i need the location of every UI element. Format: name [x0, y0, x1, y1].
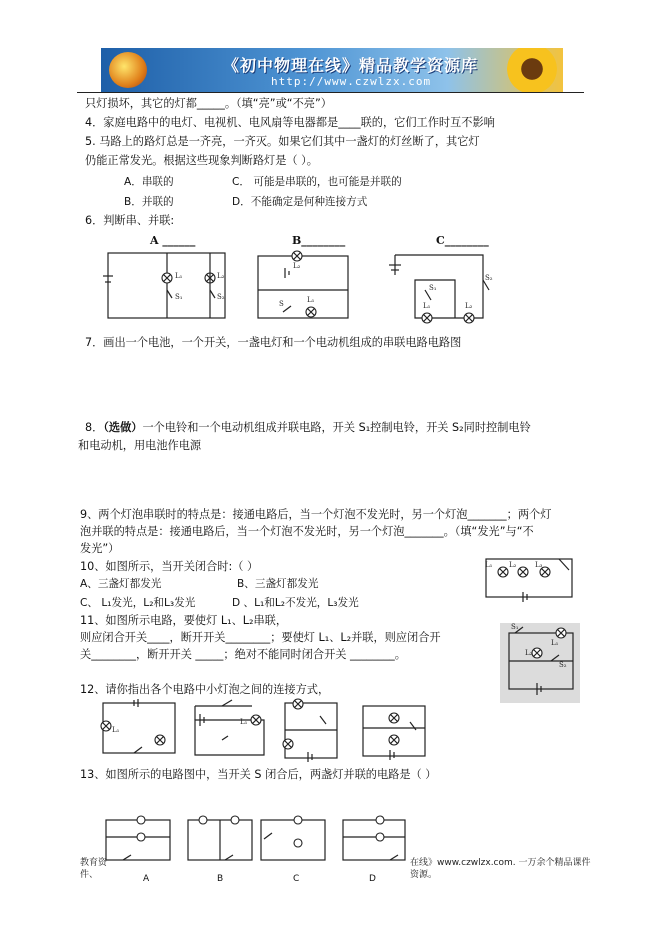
line-q3-end: 只灯损坏，其它的灯都_____。（填“亮”或“不亮”）	[85, 97, 332, 110]
q10-option-c: C、 L₁发光，L₂和L₃发光	[80, 597, 196, 609]
q5-option-a: A．串联的	[124, 176, 174, 188]
svg-text:L₂: L₂	[293, 262, 301, 270]
svg-text:L₁: L₁	[551, 639, 559, 647]
svg-text:L₁: L₁	[307, 296, 315, 304]
q13-circuit-c	[258, 815, 328, 865]
q5-option-b: B．并联的	[124, 196, 174, 208]
svg-text:L₁: L₁	[112, 726, 120, 734]
footer-right-2: 资源。	[410, 870, 438, 880]
banner-url: http://www.czwlzx.com	[271, 75, 432, 88]
q10-option-b: B、三盏灯都发光	[237, 578, 319, 590]
svg-text:L₁: L₁	[485, 561, 493, 569]
q11-circuit	[505, 625, 577, 700]
svg-text:S₁: S₁	[429, 284, 437, 292]
q12-circuit-2	[192, 700, 270, 760]
q13-label-c: C	[293, 874, 300, 884]
q13-circuit-d	[340, 815, 408, 865]
svg-text:L₂: L₂	[509, 561, 517, 569]
question-9-line1: 9、两个灯泡串联时的特点是：接通电路后，当一个灯泡不发光时，另一个灯泡_______；两个灯	[80, 508, 552, 521]
svg-text:L₃: L₃	[535, 561, 543, 569]
q8-text: 一个电铃和一个电动机组成并联电路，开关 S₁控制电铃，开关 S₂同时控制电铃	[142, 421, 531, 434]
q12-circuit-3	[282, 700, 342, 762]
q13-label-d: D	[369, 874, 376, 884]
question-4: 4．家庭电路中的电灯、电视机、电风扇等电器都是____联的，它们工作时互不影响	[85, 116, 495, 129]
footer-left-2: 件、	[80, 870, 99, 880]
site-logo	[109, 52, 147, 88]
q6-label-b: B________	[292, 234, 346, 247]
footer-left-1: 教育资	[80, 858, 108, 868]
svg-text:S₁: S₁	[511, 623, 519, 631]
question-10: 10、如图所示，当开关闭合时:（ ）	[80, 560, 259, 573]
question-13: 13、如图所示的电路图中，当开关 S 闭合后，两盏灯并联的电路是（ ）	[80, 768, 437, 781]
svg-text:S₂: S₂	[485, 274, 493, 282]
question-12: 12、请你指出各个电路中小灯泡之间的连接方式，	[80, 683, 330, 696]
svg-text:S₂: S₂	[559, 661, 567, 669]
q6-label-c: C________	[436, 234, 489, 247]
question-11-line2: 则应闭合开关____，断开开关________；要使灯 L₁、L₂并联，则应闭合开	[80, 631, 441, 644]
question-8-line1	[85, 421, 531, 435]
q13-circuit-b	[185, 815, 255, 865]
question-5-line1: 5. 马路上的路灯总是一齐亮，一齐灭。如果它们其中一盏灯的灯丝断了，其它灯	[85, 135, 480, 148]
svg-text:S: S	[279, 300, 284, 308]
q5-option-c: C． 可能是串联的，也可能是并联的	[232, 176, 402, 188]
question-6: 6．判断串、并联:	[85, 214, 175, 227]
svg-text:L₁: L₁	[423, 302, 431, 310]
svg-text:L₂: L₂	[525, 649, 533, 657]
question-8-line2: 和电动机，用电池作电源	[78, 439, 202, 452]
q12-circuit-1	[100, 700, 180, 758]
q12-circuit-4	[360, 700, 430, 762]
svg-text:L₁: L₁	[240, 718, 248, 726]
svg-text:L₂: L₂	[217, 272, 225, 280]
header-rule	[77, 92, 584, 93]
svg-text:S₂: S₂	[217, 293, 225, 301]
q13-label-a: A	[143, 874, 150, 884]
footer-right-1: 在线》www.czwlzx.com. 一万余个精品课件	[410, 858, 591, 868]
q10-circuit	[483, 556, 578, 601]
question-9-line2: 泡并联的特点是：接通电路后，当一个灯泡不发光时，另一个灯泡_______。（填“发光”与“不	[80, 525, 534, 538]
q6-label-a: A ______	[150, 234, 196, 247]
q6-circuit-c	[385, 250, 495, 325]
q10-option-a: A、三盏灯都发光	[80, 578, 162, 590]
q6-circuit-a	[105, 250, 235, 325]
question-11-line1: 11、如图所示电路，要使灯 L₁、L₂串联，	[80, 614, 288, 627]
q13-label-b: B	[217, 874, 224, 884]
sunflower-image	[507, 48, 557, 92]
q13-circuit-a	[103, 815, 173, 865]
q10-option-d: D 、L₁和L₂不发光，L₃发光	[232, 597, 359, 609]
q5-option-d: D．不能确定是何种连接方式	[232, 196, 368, 208]
svg-text:L₂: L₂	[465, 302, 473, 310]
banner-title: 《初中物理在线》精品教学资源库	[223, 56, 479, 75]
q8-optional-tag: （选做）	[103, 421, 143, 434]
q8-number: 8．	[85, 421, 104, 434]
question-9-line3: 发光”）	[80, 542, 120, 555]
question-11-line3: 关________，断开开关 _____；绝对不能同时闭合开关 ________。	[80, 648, 406, 661]
q6-circuit-b	[255, 250, 355, 325]
svg-text:L₁: L₁	[175, 272, 183, 280]
svg-text:S₁: S₁	[175, 293, 183, 301]
header-banner	[101, 48, 563, 92]
question-7: 7．画出一个电池，一个开关，一盏电灯和一个电动机组成的串联电路电路图	[85, 336, 462, 349]
question-5-line2: 仍能正常发光。根据这些现象判断路灯是（ ）。	[85, 154, 318, 167]
